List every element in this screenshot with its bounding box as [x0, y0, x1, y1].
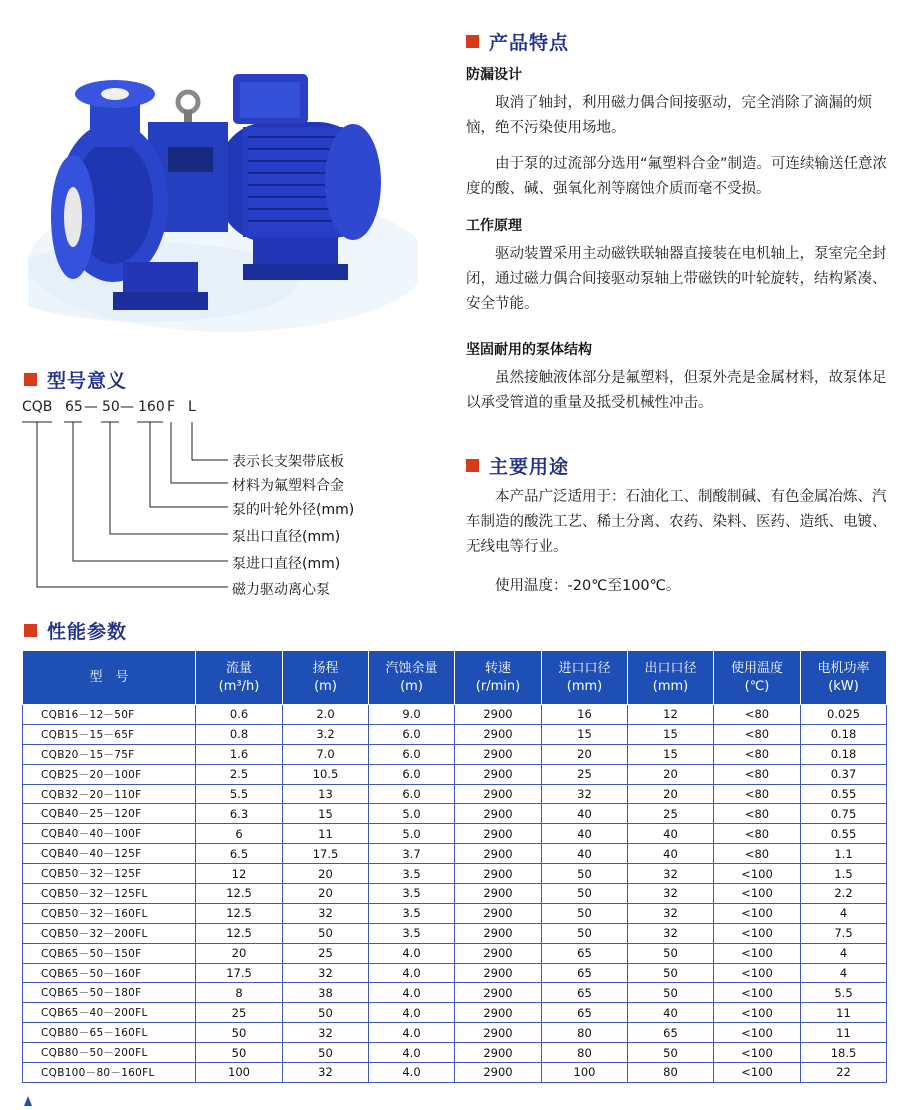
value-cell: 65: [542, 1003, 628, 1023]
meaning-label-outlet: 泵出口直径(mm): [232, 529, 341, 545]
column-header-label: 电机功率: [817, 660, 870, 676]
value-cell: 32: [542, 784, 628, 804]
model-cell: CQB50－32－160FL: [23, 903, 196, 923]
value-cell: 38: [283, 983, 369, 1003]
value-cell: 12: [196, 864, 283, 884]
column-header-unit: (℃): [744, 678, 770, 694]
value-cell: 5.5: [196, 784, 283, 804]
value-cell: 1.5: [801, 864, 887, 884]
performance-title: 性能参数: [24, 617, 127, 644]
value-cell: 65: [542, 943, 628, 963]
square-bullet-icon: [466, 35, 479, 48]
value-cell: 2900: [455, 804, 542, 824]
value-cell: 2.2: [801, 884, 887, 904]
column-header: [369, 651, 455, 705]
column-header-label: 扬程: [312, 660, 339, 676]
value-cell: 32: [283, 903, 369, 923]
value-cell: 2900: [455, 764, 542, 784]
body-structure-paragraph: 虽然接触液体部分是氟塑料，但泵外壳是金属材料，故泵体足以承受管道的重量及抵受机械性冲击。: [466, 370, 887, 411]
model-cell: CQB50－32－125F: [23, 864, 196, 884]
column-header: [542, 651, 628, 705]
value-cell: 2900: [455, 705, 542, 725]
value-cell: 11: [801, 1003, 887, 1023]
model-cell: CQB40－40－125F: [23, 844, 196, 864]
value-cell: 40: [542, 824, 628, 844]
value-cell: 100: [196, 1063, 283, 1083]
value-cell: 2900: [455, 903, 542, 923]
meaning-label-pump-type: 磁力驱动离心泵: [232, 582, 330, 598]
value-cell: 50: [628, 983, 714, 1003]
principle-heading: 工作原理: [466, 218, 522, 234]
value-cell: 50: [628, 963, 714, 983]
table-row: [23, 784, 887, 804]
value-cell: 32: [283, 1063, 369, 1083]
body-structure-heading: 坚固耐用的泵体结构: [466, 342, 592, 358]
value-cell: 2.5: [196, 764, 283, 784]
value-cell: 2900: [455, 943, 542, 963]
square-bullet-icon: [466, 459, 479, 472]
column-header: [455, 651, 542, 705]
code-part-material: F: [167, 399, 176, 415]
value-cell: 50: [542, 923, 628, 943]
value-cell: 40: [628, 1003, 714, 1023]
value-cell: 3.5: [369, 864, 455, 884]
value-cell: 0.55: [801, 784, 887, 804]
value-cell: 15: [628, 724, 714, 744]
usage-temperature: 使用温度：-20℃至100℃。: [495, 578, 681, 594]
value-cell: 50: [628, 1043, 714, 1063]
value-cell: <100: [714, 1003, 801, 1023]
value-cell: 40: [542, 844, 628, 864]
table-row: [23, 983, 887, 1003]
table-row: [23, 764, 887, 784]
model-cell: CQB65－40－200FL: [23, 1003, 196, 1023]
value-cell: 4: [801, 963, 887, 983]
table-row: [23, 1043, 887, 1063]
model-cell: CQB40－25－120F: [23, 804, 196, 824]
value-cell: 0.18: [801, 744, 887, 764]
value-cell: 20: [283, 884, 369, 904]
model-cell: CQB16－12－50F: [23, 705, 196, 725]
value-cell: 50: [196, 1043, 283, 1063]
value-cell: 0.8: [196, 724, 283, 744]
value-cell: 32: [283, 1023, 369, 1043]
column-header: [714, 651, 801, 705]
value-cell: 4.0: [369, 943, 455, 963]
model-cell: CQB50－32－125FL: [23, 884, 196, 904]
value-cell: 18.5: [801, 1043, 887, 1063]
value-cell: 3.5: [369, 903, 455, 923]
value-cell: 2900: [455, 963, 542, 983]
model-meaning-title: 型号意义: [24, 366, 127, 393]
value-cell: <80: [714, 764, 801, 784]
value-cell: 25: [542, 764, 628, 784]
table-row: [23, 705, 887, 725]
code-dash: —: [84, 399, 98, 415]
value-cell: 20: [283, 864, 369, 884]
value-cell: 65: [542, 983, 628, 1003]
value-cell: 2.0: [283, 705, 369, 725]
column-header-unit: (r/min): [475, 678, 521, 694]
table-row: [23, 824, 887, 844]
value-cell: 4.0: [369, 1063, 455, 1083]
value-cell: 2900: [455, 1003, 542, 1023]
value-cell: 50: [542, 864, 628, 884]
meaning-label-impeller: 泵的叶轮外径(mm): [232, 502, 355, 518]
model-cell: CQB25－20－100F: [23, 764, 196, 784]
table-header-row: [23, 651, 887, 705]
value-cell: 32: [283, 963, 369, 983]
column-header-label: 汽蚀余量: [385, 660, 438, 676]
value-cell: 15: [628, 744, 714, 764]
value-cell: 4.0: [369, 963, 455, 983]
table-row: [23, 1023, 887, 1043]
value-cell: 2900: [455, 744, 542, 764]
column-header-unit: (kW): [828, 678, 859, 694]
value-cell: 1.1: [801, 844, 887, 864]
value-cell: <80: [714, 844, 801, 864]
value-cell: 25: [196, 1003, 283, 1023]
value-cell: 8: [196, 983, 283, 1003]
code-part-impeller: 160: [138, 399, 165, 415]
model-cell: CQB40－40－100F: [23, 824, 196, 844]
value-cell: <100: [714, 1063, 801, 1083]
value-cell: 12.5: [196, 923, 283, 943]
code-part-bracket: L: [188, 399, 196, 415]
value-cell: 2900: [455, 844, 542, 864]
column-header: [23, 651, 196, 705]
value-cell: 4.0: [369, 983, 455, 1003]
pump-image: [28, 52, 418, 332]
value-cell: 50: [283, 1003, 369, 1023]
value-cell: 12: [628, 705, 714, 725]
value-cell: 2900: [455, 724, 542, 744]
value-cell: 40: [542, 804, 628, 824]
table-row: [23, 744, 887, 764]
model-cell: CQB65－50－150F: [23, 943, 196, 963]
column-header-unit: (m³/h): [218, 678, 260, 694]
value-cell: 40: [628, 844, 714, 864]
value-cell: 32: [628, 884, 714, 904]
column-header-label: 使用温度: [730, 660, 783, 676]
column-header-label: 转速: [484, 660, 511, 676]
value-cell: 20: [542, 744, 628, 764]
table-row: [23, 884, 887, 904]
value-cell: 3.7: [369, 844, 455, 864]
value-cell: <80: [714, 784, 801, 804]
value-cell: 6.0: [369, 744, 455, 764]
value-cell: 0.6: [196, 705, 283, 725]
value-cell: 11: [801, 1023, 887, 1043]
leak-paragraph-2: 由于泵的过流部分选用“氟塑料合金”制造。可连续输送任意浓度的酸、碱、强氧化剂等腐蚀介质而毫不受损。: [466, 156, 888, 197]
table-body: [23, 705, 887, 1083]
square-bullet-icon: [24, 373, 37, 386]
model-meaning-diagram: [0, 410, 240, 600]
value-cell: <100: [714, 864, 801, 884]
value-cell: 2900: [455, 1023, 542, 1043]
value-cell: 15: [542, 724, 628, 744]
value-cell: 0.75: [801, 804, 887, 824]
model-cell: CQB32－20－110F: [23, 784, 196, 804]
value-cell: 65: [542, 963, 628, 983]
value-cell: 50: [628, 943, 714, 963]
value-cell: 1.6: [196, 744, 283, 764]
leak-paragraph-1: 取消了轴封，利用磁力偶合间接驱动，完全消除了滴漏的烦恼，绝不污染使用场地。: [466, 95, 872, 136]
code-part-outlet: 50: [102, 399, 120, 415]
column-header-label: 流量: [225, 660, 252, 676]
value-cell: 50: [283, 923, 369, 943]
value-cell: 80: [542, 1043, 628, 1063]
column-header-label: 进口口径: [558, 660, 611, 676]
value-cell: 3.2: [283, 724, 369, 744]
value-cell: 2900: [455, 784, 542, 804]
model-cell: CQB50－32－200FL: [23, 923, 196, 943]
value-cell: 0.37: [801, 764, 887, 784]
value-cell: 4.0: [369, 1043, 455, 1063]
value-cell: <100: [714, 943, 801, 963]
value-cell: 25: [283, 943, 369, 963]
value-cell: 12.5: [196, 903, 283, 923]
meaning-label-material: 材料为氟塑料合金: [232, 478, 344, 494]
meaning-label-inlet: 泵进口直径(mm): [232, 556, 341, 572]
value-cell: 2900: [455, 864, 542, 884]
value-cell: 6.5: [196, 844, 283, 864]
value-cell: 12.5: [196, 884, 283, 904]
value-cell: 5.0: [369, 824, 455, 844]
value-cell: 100: [542, 1063, 628, 1083]
value-cell: <100: [714, 903, 801, 923]
features-title: 产品特点: [466, 28, 569, 55]
value-cell: 11: [283, 824, 369, 844]
value-cell: 22: [801, 1063, 887, 1083]
value-cell: 6: [196, 824, 283, 844]
value-cell: 0.55: [801, 824, 887, 844]
value-cell: 17.5: [283, 844, 369, 864]
value-cell: 80: [628, 1063, 714, 1083]
value-cell: 0.18: [801, 724, 887, 744]
model-cell: CQB80－50－200FL: [23, 1043, 196, 1063]
value-cell: 2900: [455, 983, 542, 1003]
value-cell: 2900: [455, 824, 542, 844]
column-header: [283, 651, 369, 705]
value-cell: 15: [283, 804, 369, 824]
value-cell: 2900: [455, 1063, 542, 1083]
model-cell: CQB80－65－160FL: [23, 1023, 196, 1043]
value-cell: 4.0: [369, 1023, 455, 1043]
value-cell: <100: [714, 1043, 801, 1063]
value-cell: <100: [714, 983, 801, 1003]
value-cell: 4: [801, 903, 887, 923]
value-cell: 13: [283, 784, 369, 804]
table-row: [23, 963, 887, 983]
meaning-label-bracket: 表示长支架带底板: [232, 454, 344, 470]
value-cell: 32: [628, 903, 714, 923]
value-cell: 65: [628, 1023, 714, 1043]
table-row: [23, 804, 887, 824]
code-part-inlet: 65: [65, 399, 83, 415]
value-cell: 32: [628, 923, 714, 943]
value-cell: <80: [714, 804, 801, 824]
table-row: [23, 1003, 887, 1023]
value-cell: 6.0: [369, 764, 455, 784]
table-row: [23, 1063, 887, 1083]
column-header: [801, 651, 887, 705]
value-cell: <100: [714, 1023, 801, 1043]
value-cell: 50: [283, 1043, 369, 1063]
column-header: [628, 651, 714, 705]
leak-heading: 防漏设计: [466, 67, 522, 83]
value-cell: 20: [628, 764, 714, 784]
value-cell: <100: [714, 923, 801, 943]
usage-paragraph: 本产品广泛适用于：石油化工、制酸制碱、有色金属冶炼、汽车制造的酸洗工艺、稀土分离、农药、染料、医药、造纸、电镀、无线电等行业。: [466, 489, 887, 555]
value-cell: 3.5: [369, 923, 455, 943]
value-cell: 17.5: [196, 963, 283, 983]
model-cell: CQB65－50－160F: [23, 963, 196, 983]
column-header-unit: (m): [400, 678, 423, 694]
value-cell: 2900: [455, 884, 542, 904]
value-cell: 10.5: [283, 764, 369, 784]
value-cell: 50: [542, 884, 628, 904]
column-header: [196, 651, 283, 705]
value-cell: 7.0: [283, 744, 369, 764]
column-header-unit: (mm): [652, 678, 689, 694]
value-cell: 32: [628, 864, 714, 884]
value-cell: <80: [714, 744, 801, 764]
value-cell: 50: [542, 903, 628, 923]
value-cell: 16: [542, 705, 628, 725]
value-cell: 5.0: [369, 804, 455, 824]
value-cell: <100: [714, 884, 801, 904]
value-cell: 50: [196, 1023, 283, 1043]
table-row: [23, 943, 887, 963]
value-cell: 20: [196, 943, 283, 963]
model-cell: CQB20－15－75F: [23, 744, 196, 764]
table-row: [23, 724, 887, 744]
value-cell: 25: [628, 804, 714, 824]
column-header-label: 出口口径: [644, 660, 697, 676]
model-cell: CQB15－15－65F: [23, 724, 196, 744]
column-header-unit: (mm): [566, 678, 603, 694]
code-part-cqb: CQB: [22, 399, 53, 415]
value-cell: 9.0: [369, 705, 455, 725]
code-dash: —: [120, 399, 134, 415]
value-cell: 6.0: [369, 784, 455, 804]
performance-table: [22, 650, 887, 1083]
table-row: [23, 923, 887, 943]
value-cell: 7.5: [801, 923, 887, 943]
table-row: [23, 864, 887, 884]
value-cell: 3.5: [369, 884, 455, 904]
value-cell: 20: [628, 784, 714, 804]
model-cell: CQB65－50－180F: [23, 983, 196, 1003]
usage-title: 主要用途: [466, 452, 569, 479]
triangle-marker-icon: [24, 1096, 32, 1106]
value-cell: 80: [542, 1023, 628, 1043]
value-cell: 6.3: [196, 804, 283, 824]
model-cell: CQB100－80－160FL: [23, 1063, 196, 1083]
value-cell: 0.025: [801, 705, 887, 725]
value-cell: <80: [714, 724, 801, 744]
value-cell: 5.5: [801, 983, 887, 1003]
value-cell: <80: [714, 824, 801, 844]
table-row: [23, 903, 887, 923]
value-cell: 40: [628, 824, 714, 844]
value-cell: 2900: [455, 923, 542, 943]
square-bullet-icon: [24, 624, 37, 637]
value-cell: 6.0: [369, 724, 455, 744]
column-header-label: 型 号: [89, 669, 129, 685]
value-cell: <100: [714, 963, 801, 983]
value-cell: 4: [801, 943, 887, 963]
value-cell: <80: [714, 705, 801, 725]
column-header-unit: (m): [314, 678, 337, 694]
table-row: [23, 844, 887, 864]
principle-paragraph: 驱动装置采用主动磁铁联轴器直接装在电机轴上，泵室完全封闭，通过磁力偶合间接驱动泵轴上带磁铁的叶轮旋转，结构紧凑、安全节能。: [466, 246, 887, 312]
value-cell: 2900: [455, 1043, 542, 1063]
value-cell: 4.0: [369, 1003, 455, 1023]
